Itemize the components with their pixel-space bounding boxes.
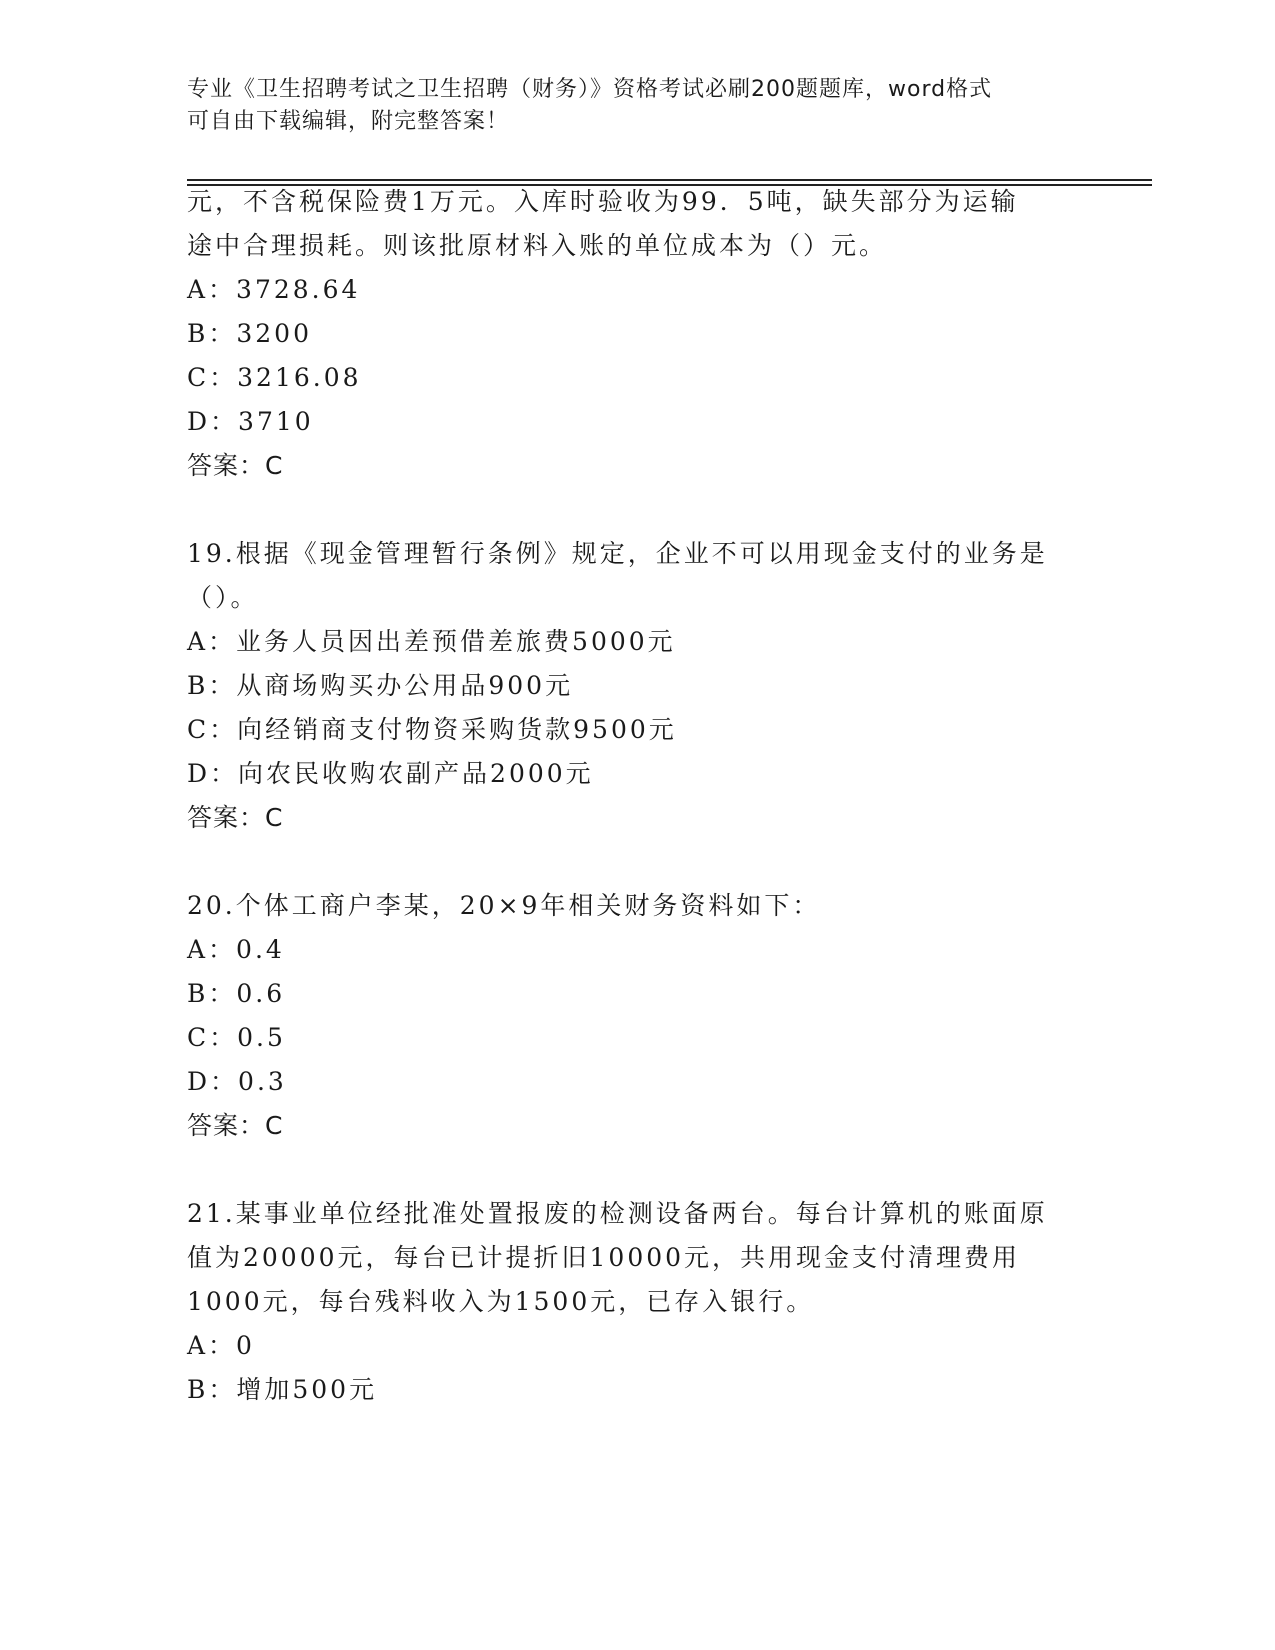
question-text-line: 21.某事业单位经批准处置报废的检测设备两台。每台计算机的账面原 [187,1199,1048,1228]
option-d: D：向农民收购农副产品2000元 [187,759,594,788]
option-a: A：业务人员因出差预借差旅费5000元 [187,627,676,656]
option-a: A：0 [187,1331,255,1360]
question-text-line: 途中合理损耗。则该批原材料入账的单位成本为（）元。 [187,231,888,260]
option-b: B：3200 [187,319,312,348]
option-a: A：0.4 [187,935,285,964]
option-d: D：3710 [187,407,314,436]
option-b: B：0.6 [187,979,286,1008]
answer: 答案：C [187,803,284,832]
header-title-line-1: 专业《卫生招聘考试之卫生招聘（财务）》资格考试必刷200题题库，word格式 [187,77,993,102]
option-b: B：从商场购买办公用品900元 [187,671,574,700]
option-c: C：0.5 [187,1023,286,1052]
question-text-line: 20.个体工商户李某，20×9年相关财务资料如下： [187,891,821,920]
option-a: A：3728.64 [187,275,361,304]
question-text-line: 19.根据《现金管理暂行条例》规定，企业不可以用现金支付的业务是 [187,539,1048,568]
question-text-line: 值为20000元，每台已计提折旧10000元，共用现金支付清理费用 [187,1243,1021,1272]
header-title-line-2: 可自由下载编辑，附完整答案！ [187,109,510,134]
answer: 答案：C [187,1111,284,1140]
answer: 答案：C [187,451,284,480]
option-c: C：3216.08 [187,363,362,392]
question-text-line: 1000元，每台残料收入为1500元，已存入银行。 [187,1287,815,1316]
header-divider-top [187,179,1152,181]
option-d: D：0.3 [187,1067,287,1096]
option-c: C：向经销商支付物资采购货款9500元 [187,715,677,744]
question-text-line: （）。 [187,583,259,612]
document-header [187,74,1087,138]
option-b: B：增加500元 [187,1375,378,1404]
question-text-line: 元，不含税保险费1万元。入库时验收为99．5吨，缺失部分为运输 [187,187,1019,216]
